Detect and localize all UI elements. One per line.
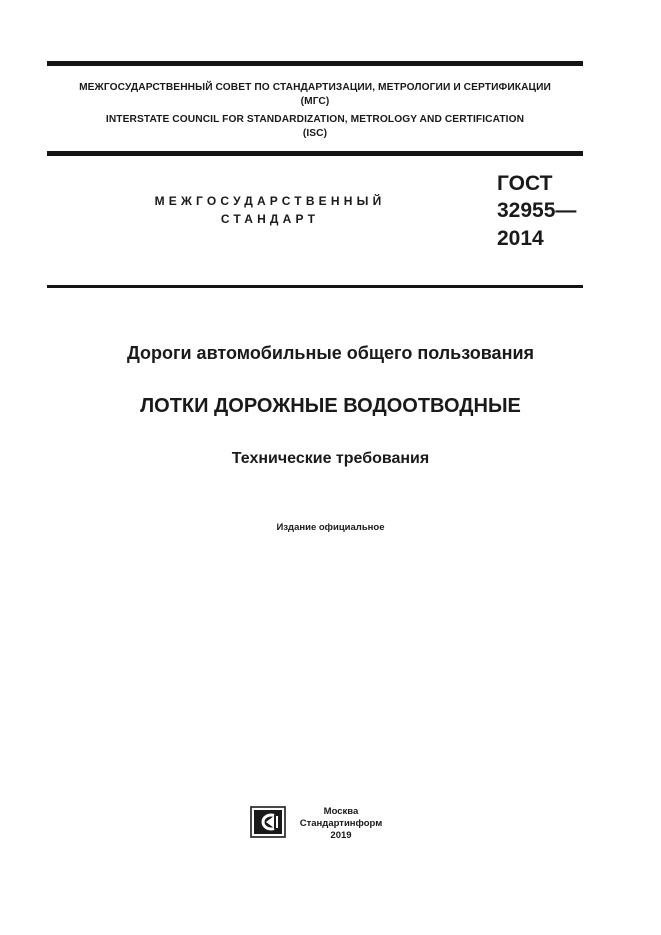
document-subtitle: Технические требования (231, 450, 430, 467)
document-subject: Дороги автомобильные общего пользования (126, 343, 535, 363)
gost-year: 2014 (497, 227, 544, 250)
header-bottom-rule (47, 151, 583, 156)
publisher-city: Москва (323, 806, 359, 817)
council-en-name: INTERSTATE COUNCIL FOR STANDARDIZATION, METROLOGY AND CERTIFICATION (105, 114, 525, 125)
council-ru-name: МЕЖГОСУДАРСТВЕННЫЙ СОВЕТ ПО СТАНДАРТИЗАЦИИ, МЕТРОЛОГИИ И СЕРТИФИКАЦИИ (79, 82, 551, 93)
standard-bottom-rule (47, 285, 583, 288)
gost-prefix: ГОСТ (497, 172, 553, 195)
standartinform-logo-icon (250, 806, 286, 838)
publisher-name: Стандартинформ (299, 818, 383, 829)
gost-number: 32955— (497, 199, 577, 222)
council-ru-abbr: (МГС) (300, 96, 330, 107)
standard-type-line1: МЕЖГОСУДАРСТВЕННЫЙ (154, 194, 386, 208)
publisher-year: 2019 (330, 830, 352, 841)
document-title: ЛОТКИ ДОРОЖНЫЕ ВОДООТВОДНЫЕ (140, 395, 521, 417)
edition-note: Издание официальное (276, 522, 385, 533)
standard-type-line2: СТАНДАРТ (220, 212, 320, 226)
top-rule (47, 61, 583, 66)
council-en-abbr: (ISC) (302, 128, 328, 139)
